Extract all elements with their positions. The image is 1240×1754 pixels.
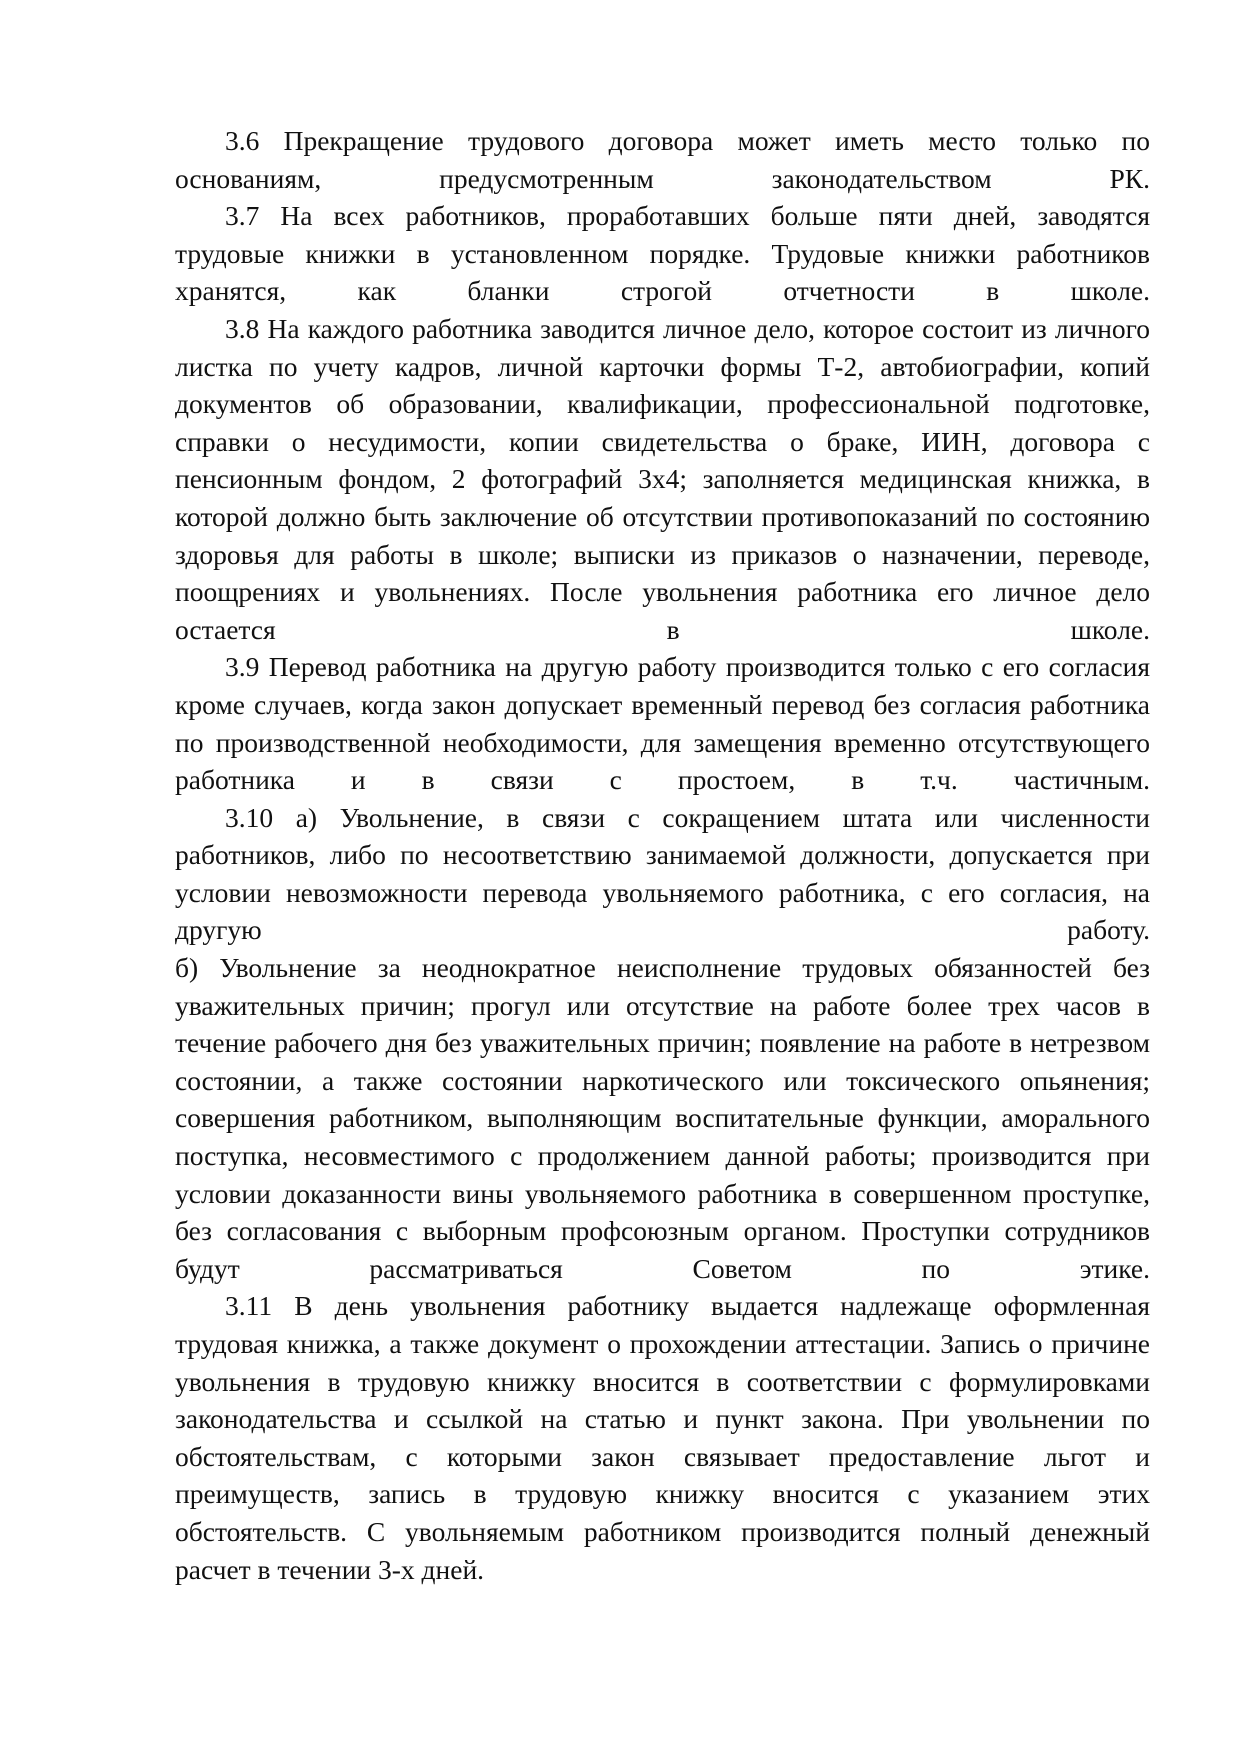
paragraph-3-8: 3.8 На каждого работника заводится личное дело, которое состоит из личного листка по учету кадров, личной карточки формы Т-2, автобиографии, копий документов об образовании, квалификации, профессиональной подготовке, справки о несудимости, копии свидетельства о браке, ИИН, договора с пенсионным фондом, 2 фотографий 3х4; заполняется медицинская книжка, в которой должно быть заключение об отсутствии противопоказаний по состоянию здоровья для работы в школе; выписки из приказов о назначении, переводе, поощрениях и увольнениях. После увольнения работника его личное дело остается в школе.	[175, 312, 1150, 645]
paragraph-3-10-a: 3.10 а) Увольнение, в связи с сокращением штата или численности работников, либо по несоответствию занимаемой должности, допускается при условии невозможности перевода увольняемого работника, с его согласия, на другую работу.	[175, 801, 1150, 946]
paragraph-3-10-b: б) Увольнение за неоднократное неисполнение трудовых обязанностей без уважительных причин; прогул или отсутствие на работе более трех часов в течение рабочего дня без уважительных причин; появление на работе в нетрезвом состоянии, а также состоянии наркотического или токсического опьянения; совершения работником, выполняющим воспитательные функции, аморального поступка, несовместимого с продолжением данной работы; производится при условии доказанности вины увольняемого работника в совершенном проступке, без согласования с выборным профсоюзным органом. Проступки сотрудников будут рассматриваться Советом по этике.	[175, 952, 1150, 1284]
paragraph-3-7: 3.7 На всех работников, проработавших больше пяти дней, заводятся трудовые книжки в установленном порядке. Трудовые книжки работников хранятся, как бланки строгой отчетности в школе.	[175, 200, 1150, 307]
document-page	[175, 122, 1150, 1588]
paragraph-3-6: 3.6 Прекращение трудового договора может иметь место только по основаниям, предусмотренным законодательством РК.	[175, 125, 1150, 194]
paragraph-3-9: 3.9 Перевод работника на другую работу производится только с его согласия кроме случаев, когда закон допускает временный перевод без согласия работника по производственной необходимости, для замещения временно отсутствующего работника и в связи с простоем, в т.ч. частичным.	[175, 651, 1150, 796]
paragraph-3-11: 3.11 В день увольнения работнику выдается надлежаще оформленная трудовая книжка, а также документ о прохождении аттестации. Запись о причине увольнения в трудовую книжку вносится в соответствии с формулировками законодательства и ссылкой на статью и пункт закона. При увольнении по обстоятельствам, с которыми закон связывает предоставление льгот и преимуществ, запись в трудовую книжку вносится с указанием этих обстоятельств. С увольняемым работником производится полный денежный расчет в течении 3-х дней.	[175, 1290, 1150, 1585]
